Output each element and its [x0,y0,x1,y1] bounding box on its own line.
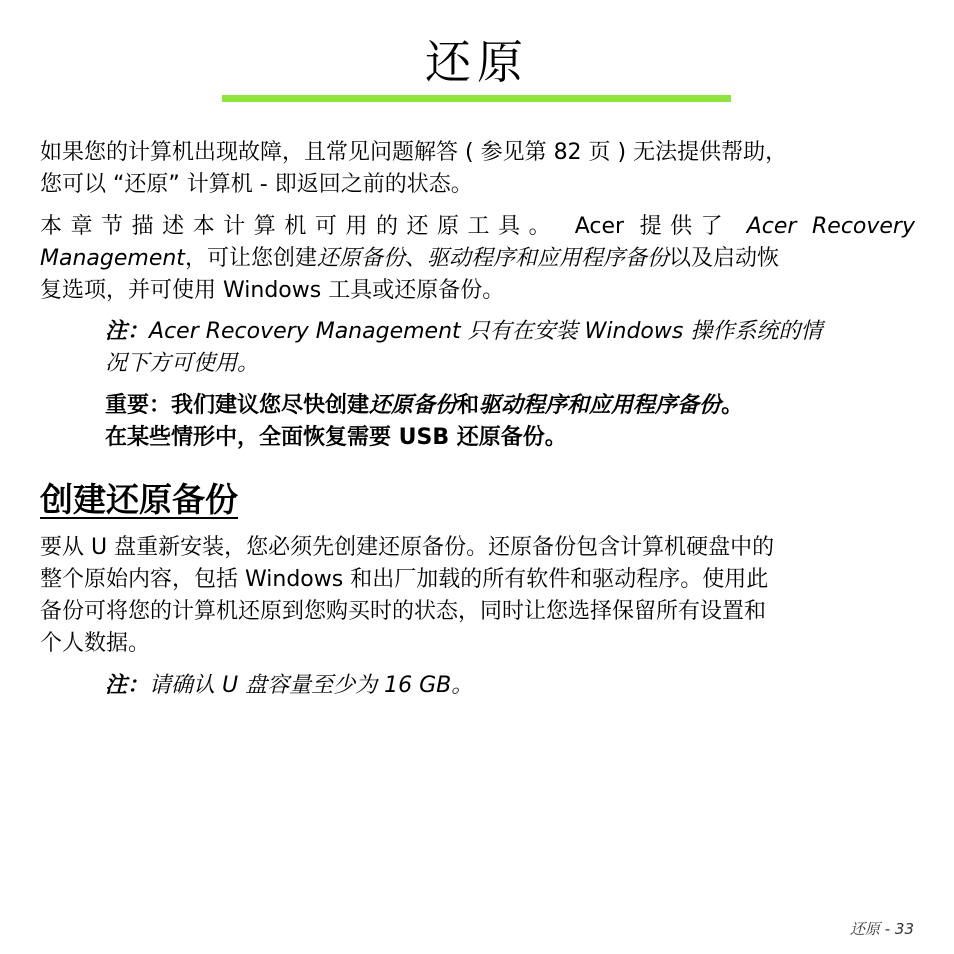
tools-line-3: 复选项，并可使用 Windows 工具或还原备份。 [40,278,505,303]
section-line-3: 备份可将您的计算机还原到您购买时的状态，同时让您选择保留所有设置和 [40,599,767,624]
page-title: 还原 [425,35,529,89]
section-line-4: 个人数据。 [40,631,151,656]
tools-text: 以及启动恢 [669,246,780,271]
important-notice [105,390,915,454]
important-line-1 [105,390,915,422]
note-line-2: 况下方可使用。 [105,351,260,376]
note-line-1 [105,316,915,348]
page-footer: 还原 - 33 [849,920,914,938]
section-heading-create-backup: 创建还原备份 [40,480,238,519]
section-line-1: 要从 U 盘重新安装，您必须先创建还原备份。还原备份包含计算机硬盘中的 [40,535,775,560]
intro-line-2: 您可以 “还原” 计算机 - 即返回之前的状态。 [40,172,473,197]
section-paragraph [40,532,915,660]
product-name-cont: Management [40,246,185,271]
tools-text: 、 [404,246,427,271]
important-text: 和 [457,393,480,418]
tools-text: 本章节描述本计算机可用的还原工具。 Acer 提供了 [40,214,747,239]
section-line-2: 整个原始内容，包括 Windows 和出厂加载的所有软件和驱动程序。使用此 [40,567,769,592]
note-usb-capacity [105,670,915,702]
term-drivers-apps-backup: 驱动程序和应用程序备份 [479,393,722,418]
important-text: 。 [721,393,744,418]
term-drivers-apps-backup: 驱动程序和应用程序备份 [426,246,669,271]
intro-paragraph [40,137,915,201]
note2-line [105,670,915,702]
term-recovery-backup: 还原备份 [316,246,405,271]
product-name: Acer Recovery [746,214,915,239]
tools-paragraph [40,211,915,307]
note-acer-recovery [105,316,915,380]
term-recovery-backup: 还原备份 [369,393,458,418]
tools-line-1 [40,211,915,243]
important-line-2: 在某些情形中，全面恢复需要 USB 还原备份。 [105,425,567,450]
tools-text: ，可让您创建 [184,246,317,271]
note-label: 注： [105,319,150,344]
intro-line-1: 如果您的计算机出现故障，且常见问题解答 ( 参见第 82 页 ) 无法提供帮助， [40,140,788,165]
tools-line-2 [40,243,915,275]
title-underline-rule [222,95,731,102]
note-text: Acer Recovery Management 只有在安装 Windows 操作系统的情 [149,319,823,344]
note-text: 请确认 U 盘容量至少为 16 GB。 [149,673,474,698]
important-text: 重要：我们建议您尽快创建 [105,393,370,418]
note-label: 注： [105,673,150,698]
